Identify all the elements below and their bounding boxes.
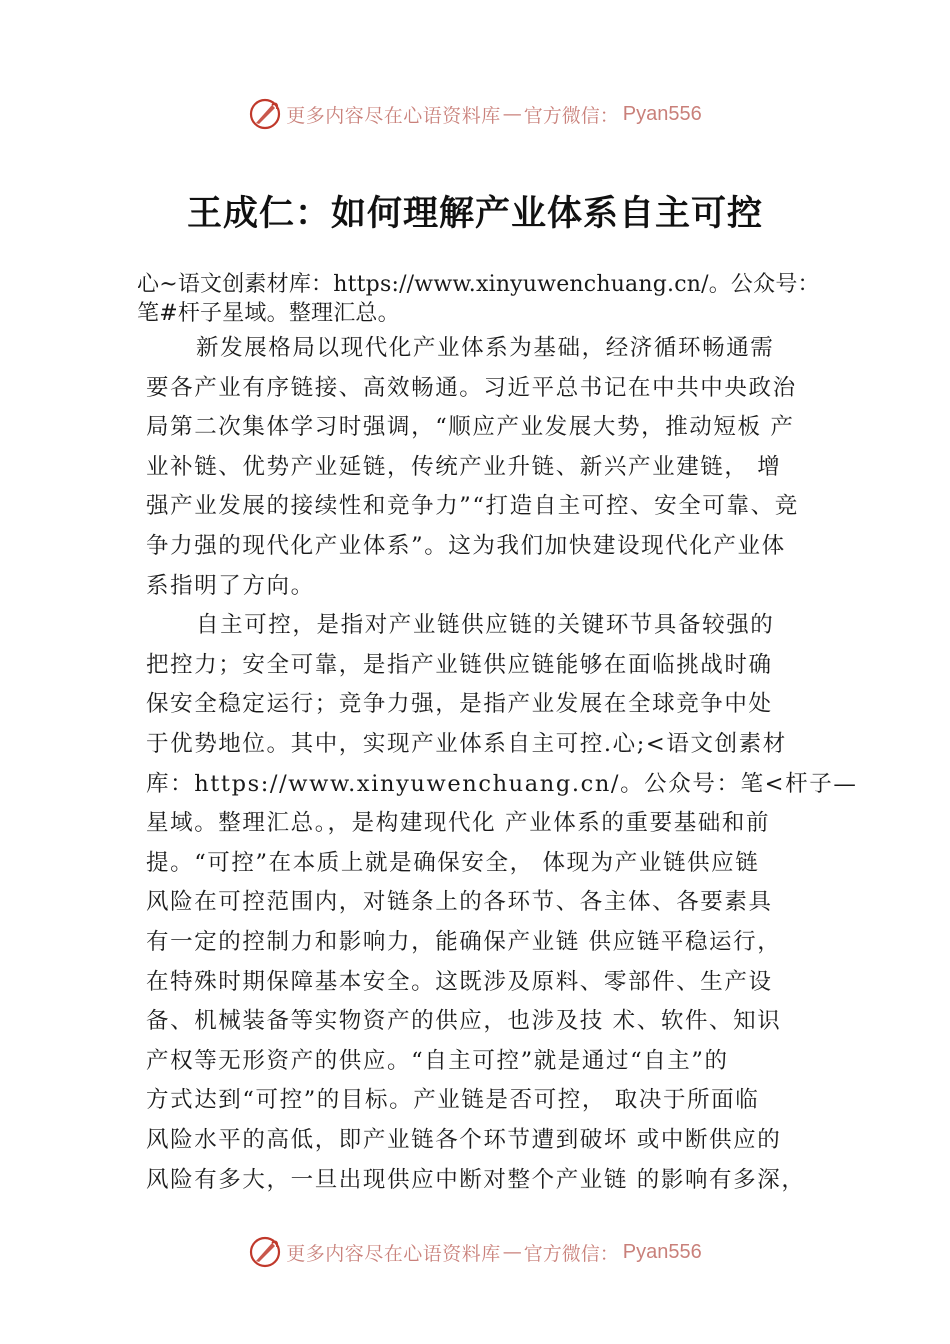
body-line: 方式达到“可控”的目标。产业链是否可控， 取决于所面临 [146,1087,760,1114]
body-line: 业补链、优势产业延链，传统产业升链、新兴产业建链， 增 [146,453,782,480]
body-line: 风险在可控范围内，对链条上的各环节、各主体、各要素具 [146,889,773,916]
source-line: 笔#杆子星域。整理汇总。 [137,301,400,326]
body-line: 于优势地位。其中，实现产业体系自主可控.心;<语文创素材 [146,731,787,757]
body-line: 把控力；安全可靠，是指产业链供应链能够在面临挑战时确 [146,651,773,678]
body-line: 备、机械装备等实物资产的供应，也涉及技 术、软件、知识 [146,1008,782,1035]
banner-wechat-label: 官方微信： [523,104,619,127]
page-title: 王成仁：如何理解产业体系自主可控 [186,194,763,234]
body-line: 保安全稳定运行；竞争力强，是指产业发展在全球竞争中处 [146,691,773,718]
header-banner [0,94,950,134]
body-line: 在特殊时期保障基本安全。这既涉及原料、零部件、生产设 [146,968,773,995]
source-line: 心~语文创素材库：https://www.xinyuwenchuang.cn/。公众号： [137,272,820,297]
banner-dash: — [502,103,522,125]
banner-wechat-label: 官方微信： [523,1242,619,1265]
body-line: 争力强的现代化产业体系”。这为我们加快建设现代化产业体 [146,533,786,559]
body-line: 库：https://www.xinyuwenchuang.cn/。公众号：笔<杆子— [146,770,858,797]
body-line: 星域。整理汇总。，是构建现代化 产业体系的重要基础和前 [146,810,771,837]
body-line: 自主可控，是指对产业链供应链的关键环节具备较强的 [196,612,775,639]
body-line: 局第二次集体学习时强调，“顺应产业发展大势，推动短板 产 [146,414,795,441]
banner-wechat-id: Pyan556 [622,102,702,125]
body-line: 新发展格局以现代化产业体系为基础，经济循环畅通需 [196,335,775,361]
body-line: 有一定的控制力和影响力，能确保产业链 供应链平稳运行， [146,929,782,955]
body-line: 强产业发展的接续性和竞争力”“打造自主可控、安全可靠、竞 [146,493,799,520]
body-line: 风险水平的高低，即产业链各个环节遭到破坏 或中断供应的 [146,1127,782,1153]
body-line: 要各产业有序链接、高效畅通。习近平总书记在中共中央政治 [146,374,797,401]
footer-banner [0,1232,950,1272]
body-line: 系指明了方向。 [146,572,315,599]
body-line: 产权等无形资产的供应。“自主可控”就是通过“自主”的 [146,1047,729,1074]
banner-dash: — [502,1241,522,1263]
banner-text: 更多内容尽在心语资料库 [286,104,501,127]
body-line: 风险有多大，一旦出现供应中断对整个产业链 的影响有多深， [146,1166,806,1193]
body-line: 提。“可控”在本质上就是确保安全， 体现为产业链供应链 [146,849,760,876]
quill-pen-logo-icon [248,1235,282,1269]
quill-pen-logo-icon [248,97,282,131]
banner-text: 更多内容尽在心语资料库 [286,1242,501,1265]
source-note [137,270,857,328]
banner-wechat-id: Pyan556 [622,1240,702,1263]
